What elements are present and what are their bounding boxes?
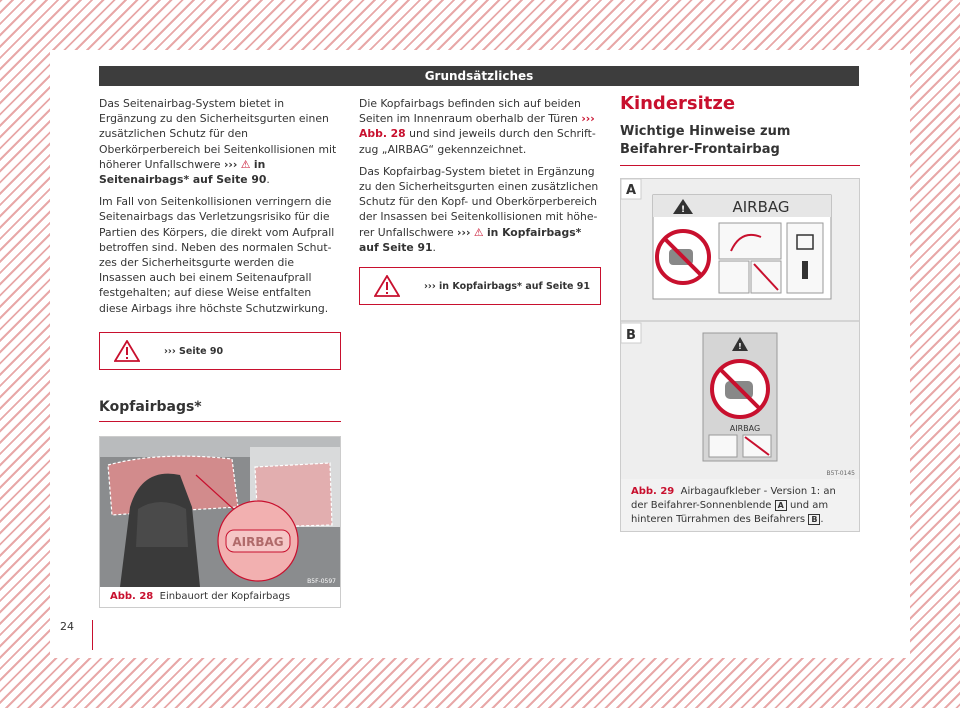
figure-code: B5F-0597	[307, 578, 336, 586]
paragraph-head-airbag-system	[359, 164, 601, 255]
margin-rule	[92, 620, 93, 650]
text: Das Seitenairbag-System bietet in Ergänzung zu den Sicherheitsgurten einen zusätzlichen Schutz für den Oberkörperbereich bei Seitenkollisionen mit höherer Unfallschwere	[99, 97, 337, 171]
figure-ref-link[interactable]: Abb. 28	[359, 127, 406, 141]
cross-ref-link[interactable]: in Seitenairbags* auf Seite 90	[99, 157, 267, 187]
text: .	[432, 240, 436, 254]
sticker-b-title: AIRBAG	[729, 424, 761, 434]
caption-text: .	[820, 514, 824, 526]
caption-text: und am hinteren Türrahmen des Beifahrers	[631, 500, 829, 526]
text: .	[266, 173, 270, 187]
warning-box	[99, 332, 341, 370]
cross-ref-arrows: ›››	[457, 225, 471, 239]
paragraph-head-airbag-location	[359, 96, 601, 157]
figure-label: Abb. 29	[631, 486, 675, 498]
warning-icon: ⚠	[473, 225, 484, 239]
figure-caption	[100, 587, 340, 610]
airbag-marking: AIRBAG	[232, 535, 284, 550]
figure-28	[99, 436, 341, 608]
key-a-badge: A	[775, 500, 787, 511]
caption-text: Airbagaufkleber - Version 1: an der Beifahrer-Sonnenblende	[631, 486, 836, 512]
figure-29	[620, 178, 860, 532]
svg-text:!: !	[738, 342, 742, 352]
paragraph-side-impact: Im Fall von Seitenkollisionen verringern die Seitenairbags das Verletzungsrisiko für die Partien des Körpers, die direkt vom Aufprall betroffen sind. Neben des normalen Schutzes der Sicherheitsgurte werden die Insassen auch bei einem Seitenaufprall festgehalten; auf diese Weise entfalten diese Airbags ihre höchste Schutzwirkung.	[99, 195, 335, 315]
warning-box	[359, 267, 601, 305]
warning-ref[interactable]: ››› in Kopfairbags* auf Seite 91	[424, 281, 590, 293]
label-b: B	[626, 328, 636, 344]
warning-ref[interactable]: ››› Seite 90	[164, 345, 224, 357]
column-3	[620, 93, 860, 532]
warning-triangle-icon	[374, 275, 400, 297]
warning-triangle-icon	[114, 340, 140, 362]
cross-ref-arrows: ›››	[581, 112, 595, 126]
paragraph-side-airbag	[99, 96, 341, 187]
page-header: Grundsätzliches	[99, 66, 859, 86]
column-1	[99, 96, 341, 608]
text: und sind jeweils durch den Schriftzug „AIRBAG“ gekennzeichnet.	[359, 127, 596, 156]
cross-ref-arrows: ›››	[223, 157, 238, 171]
page-number: 24	[60, 620, 74, 633]
warning-icon: ⚠	[240, 157, 251, 171]
section-title-frontairbag: Wichtige Hinweise zum Beifahrer-Frontairbag	[620, 123, 860, 166]
text: Das Kopfairbag-System bietet in Ergänzung zu den Sicherheitsgurten einen zusätzlichen Schutz für den Kopf- und Oberkörperbereich der Insassen bei Seitenkollisionen mit höherer Unfallschwere	[359, 164, 599, 239]
caption-text: Einbauort der Kopfairbags	[159, 591, 291, 603]
cross-ref-link[interactable]: in Kopfairbags* auf Seite 91	[359, 225, 582, 254]
column-2	[359, 96, 601, 305]
figure-code: B5T-0145	[826, 470, 855, 478]
page	[50, 50, 910, 658]
section-title-kopfairbags: Kopfairbags*	[99, 400, 341, 422]
label-a: A	[625, 183, 637, 199]
key-b-badge: B	[808, 514, 820, 525]
airbag-sticker-image	[621, 179, 859, 479]
chapter-title: Kindersitze	[620, 93, 736, 114]
svg-text:!: !	[680, 205, 686, 216]
figure-caption	[621, 479, 859, 533]
text: Die Kopfairbags befinden sich auf beiden Seiten im Innenraum oberhalb der Türen	[359, 97, 581, 126]
sticker-a-title: AIRBAG	[732, 198, 790, 217]
car-interior-image	[100, 437, 340, 587]
figure-label: Abb. 28	[110, 591, 154, 603]
